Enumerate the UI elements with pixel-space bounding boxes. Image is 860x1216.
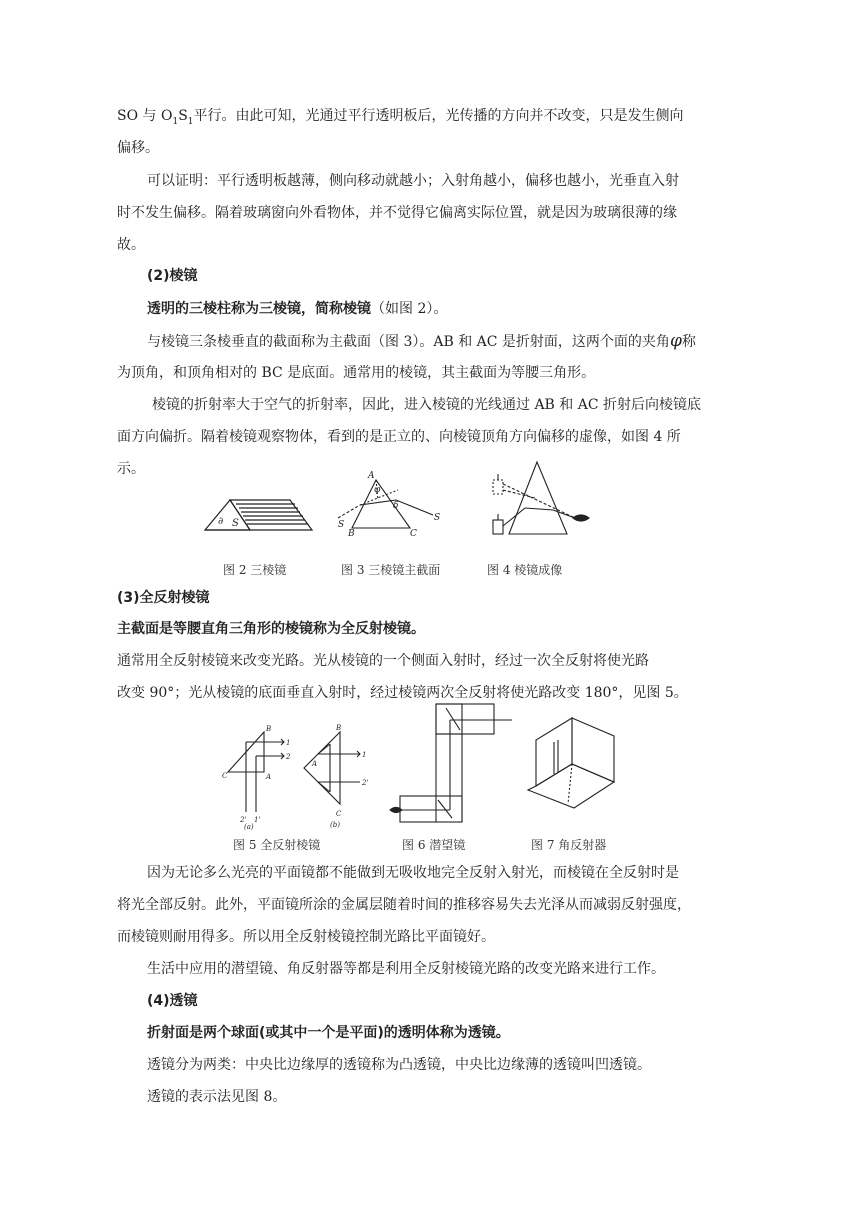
- fig3-label-phi: φ: [374, 485, 381, 495]
- fig5-label-a: A: [266, 773, 272, 781]
- text: （如图 2）。: [371, 301, 448, 317]
- definition-line: 主截面是等腰直角三角形的棱镜称为全反射棱镜。: [117, 621, 425, 637]
- paragraph-line: 生活中应用的潜望镜、角反射器等都是利用全反射棱镜光路的改变光路来进行工作。: [147, 961, 665, 977]
- fig5-ray-2p: 2': [240, 816, 247, 824]
- fig5-part-b: (b): [330, 821, 340, 829]
- figure-2-prism: [200, 490, 320, 540]
- paragraph-line: 示。: [117, 461, 145, 477]
- fig3-label-s: S: [338, 520, 345, 530]
- section-heading-lens: (4)透镜: [147, 993, 198, 1009]
- paragraph-line: 透镜分为两类：中央比边缘厚的透镜称为凸透镜，中央比边缘薄的透镜叫凹透镜。: [147, 1057, 651, 1073]
- paragraph-line: 改变 90°；光从棱镜的底面垂直入射时，经过棱镜两次全反射将使光路改变 180°，见图 5。: [117, 685, 688, 701]
- fig3-label-delta: δ: [393, 501, 399, 511]
- subscript: 1: [172, 116, 179, 127]
- paragraph-line: 而棱镜则耐用得多。所以用全反射棱镜控制光路比平面镜好。: [117, 929, 495, 945]
- fig5-part-a: (a): [244, 823, 254, 831]
- fig5-ray-2p-b: 2': [362, 779, 369, 787]
- fig5-ray-2: 2: [286, 753, 291, 761]
- figure-4-image-formation: [485, 458, 595, 543]
- figure-5-total-reflection-prism: [218, 722, 378, 830]
- paragraph-line: 棱镜的折射率大于空气的折射率，因此，进入棱镜的光线通过 AB 和 AC 折射后向棱镜底: [152, 397, 702, 413]
- paragraph-line: 偏移。: [117, 140, 159, 156]
- fig5-label-c: C: [222, 772, 228, 780]
- fig3-label-a: A: [368, 471, 375, 481]
- subscript: 1: [187, 116, 194, 127]
- figure-7-corner-reflector: [522, 712, 622, 828]
- figure-6-periscope: [390, 700, 520, 832]
- fig5-ray-1: 1: [286, 739, 291, 747]
- paragraph-line: 为顶角，和顶角相对的 BC 是底面。通常用的棱镜，其主截面为等腰三角形。: [117, 365, 596, 381]
- paragraph-line: 因为无论多么光亮的平面镜都不能做到无吸收地完全反射入射光，而棱镜在全反射时是: [147, 865, 679, 881]
- fig5-label-a2: A: [312, 760, 318, 768]
- paragraph-line: [147, 331, 696, 352]
- fig5-ray-1p: 1': [254, 816, 261, 824]
- paragraph-line: 透镜的表示法见图 8。: [147, 1089, 287, 1105]
- fig5-label-b2: B: [336, 724, 342, 732]
- definition-line: 折射面是两个球面(或其中一个是平面)的透明体称为透镜。: [147, 1025, 510, 1041]
- paragraph-line: 将光全部反射。此外，平面镜所涂的金属层随着时间的推移容易失去光泽从而减弱反射强度，: [117, 897, 691, 913]
- svg-text:∂: ∂: [218, 516, 224, 527]
- paragraph-line: 面方向偏折。隔着棱镜观察物体，看到的是正立的、向棱镜顶角方向偏移的虚像，如图 4 所: [117, 429, 681, 445]
- figure-6-caption: 图 6 潜望镜: [402, 838, 466, 852]
- figure-3-main-section: [338, 470, 458, 540]
- fig5-label-c2: C: [336, 810, 342, 818]
- paragraph-line: 通常用全反射棱镜来改变光路。光从棱镜的一个侧面入射时，经过一次全反射将使光路: [117, 653, 649, 669]
- fig5-label-b: B: [266, 725, 272, 733]
- text: SO 与 O: [117, 108, 173, 124]
- figure-5-caption: 图 5 全反射棱镜: [233, 838, 321, 852]
- fig3-label-b: B: [348, 529, 355, 539]
- definition-text: 透明的三棱柱称为三棱镜，简称棱镜: [147, 301, 371, 317]
- figure-7-caption: 图 7 角反射器: [531, 838, 607, 852]
- paragraph-line: 可以证明：平行透明板越薄，侧向移动就越小；入射角越小，偏移也越小，光垂直入射: [147, 173, 679, 189]
- figure-4-caption: 图 4 棱镜成像: [487, 563, 563, 577]
- fig5-ray-1-b: 1: [362, 751, 367, 759]
- paragraph-line: [117, 106, 684, 132]
- text: 与棱镜三条棱垂直的截面称为主截面（图 3）。AB 和 AC 是折射面，这两个面的夹角: [147, 334, 670, 350]
- paragraph-line: 时不发生偏移。隔着玻璃窗向外看物体，并不觉得它偏离实际位置，就是因为玻璃很薄的缘: [117, 205, 677, 221]
- section-heading-total-reflection: (3)全反射棱镜: [117, 590, 210, 606]
- fig3-label-c: C: [410, 529, 417, 539]
- figure-2-caption: 图 2 三棱镜: [223, 563, 287, 577]
- phi-symbol: φ: [669, 331, 682, 351]
- paragraph-line: 故。: [117, 237, 145, 253]
- text: 称: [681, 334, 696, 350]
- fig3-label-s1: S: [434, 513, 441, 523]
- svg-text:S: S: [232, 518, 239, 529]
- definition-line: [147, 299, 447, 319]
- text: S: [178, 108, 188, 124]
- section-heading-prism: (2)棱镜: [147, 268, 198, 284]
- text: 平行。由此可知，光通过平行透明板后，光传播的方向并不改变，只是发生侧向: [193, 108, 684, 124]
- figure-3-caption: 图 3 三棱镜主截面: [341, 563, 441, 577]
